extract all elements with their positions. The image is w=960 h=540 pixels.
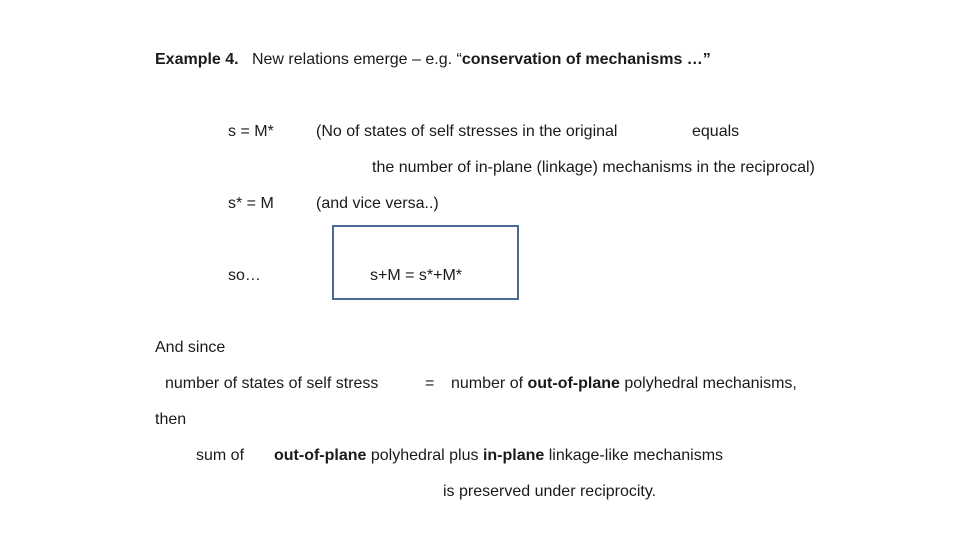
since-rhs-post: polyhedral mechanisms, [619,375,797,392]
since-label: And since [155,339,226,356]
since-rhs-pre: number of [451,375,528,392]
eq1-equals: equals [692,123,740,140]
sum-label: sum of [196,447,245,464]
eq1-lhs: s = M* [228,123,274,140]
conclusion: is preserved under reciprocity. [443,483,657,500]
since-rhs [451,374,797,394]
sum-bold-outofplane: out-of-plane [274,447,367,464]
sum-text [274,446,723,466]
sum-mid: polyhedral plus [366,447,483,464]
eq2-lhs: s* = M [228,195,274,212]
title-text: New relations emerge – e.g. “ [251,51,462,68]
boxed-equation: s+M = s*+M* [370,267,463,284]
eq2-text: (and vice versa..) [316,195,439,212]
then-label: then [155,411,187,428]
result-box [332,225,519,300]
example-label: Example 4. [155,51,239,68]
sum-post: linkage-like mechanisms [544,447,724,464]
since-rhs-bold: out-of-plane [527,375,620,392]
example-title [155,50,711,70]
title-bold: conservation of mechanisms …” [461,51,711,68]
eq3-lhs: so… [228,267,261,284]
since-op: = [425,375,435,392]
sum-bold-inplane: in-plane [482,447,545,464]
eq1-text: (No of states of self stresses in the original [316,123,618,140]
since-lhs: number of states of self stress [165,375,379,392]
eq1-continuation: the number of in-plane (linkage) mechanisms in the reciprocal) [372,159,815,176]
